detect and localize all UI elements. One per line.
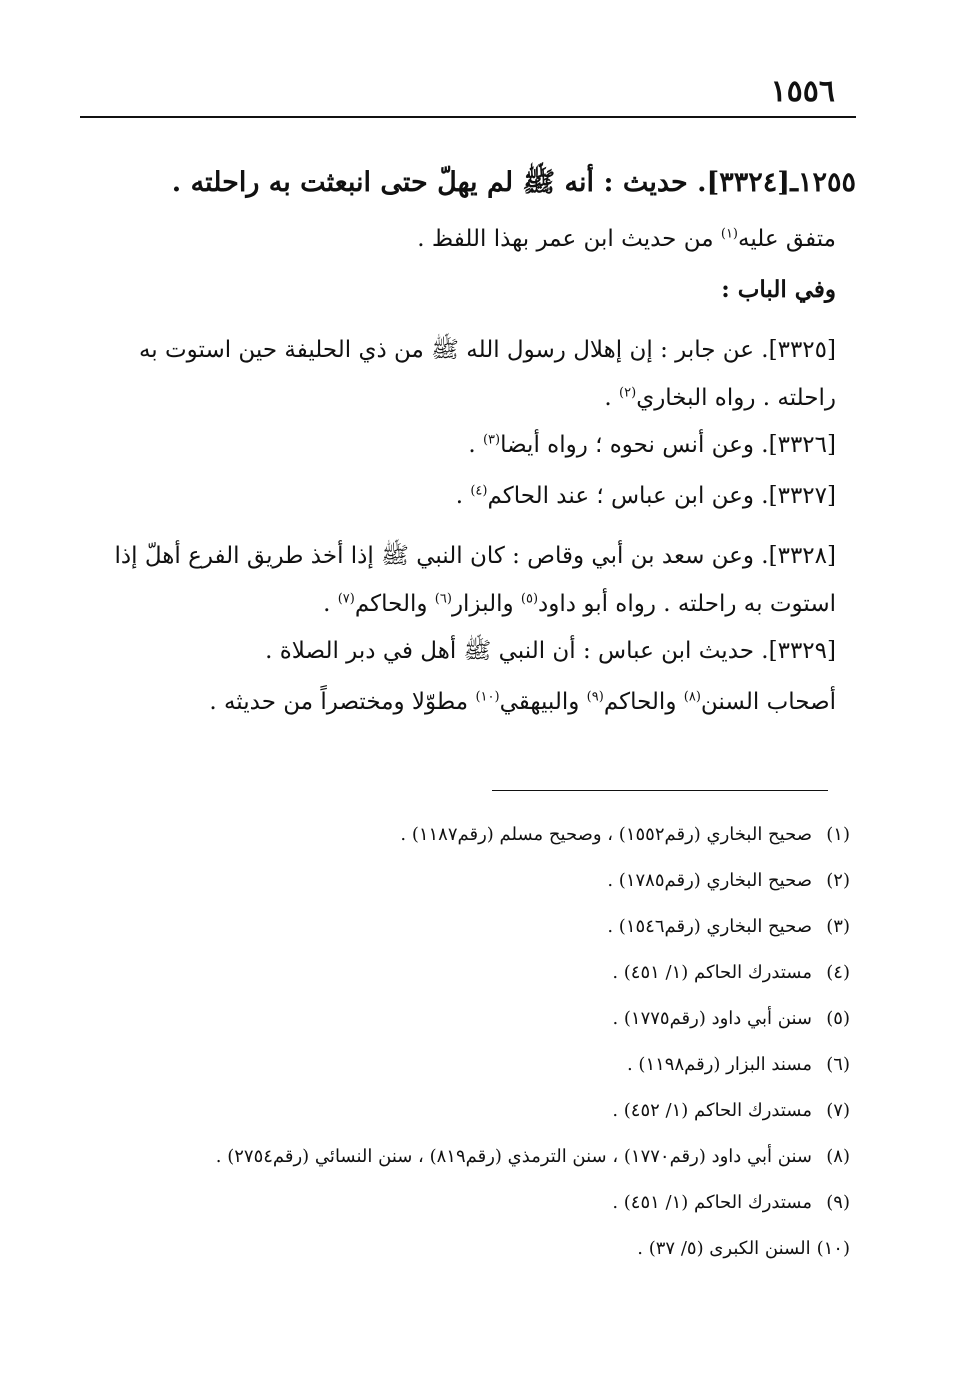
footnote-text: صحيح البخاري (رقم١٧٨٥) . (607, 870, 812, 891)
footnote-6 (80, 1052, 856, 1078)
main-text (80, 168, 856, 738)
footnote-ref-5[interactable]: (٥) (520, 591, 539, 607)
hadith-3328 (80, 532, 856, 628)
footnote-ref-4[interactable]: (٤) (470, 483, 488, 499)
page-number: ١٥٥٦ (770, 74, 835, 109)
footnote-text: مستدرك الحاكم (١/ ٤٥١) . (612, 1192, 812, 1213)
hadith-3326 (80, 430, 856, 460)
footnote-ref-2[interactable]: (٢) (619, 385, 637, 401)
hadith-3327-text: [٣٣٢٧]. وعن ابن عباس ؛ عند الحاكم (487, 483, 836, 509)
footnote-2 (80, 868, 856, 894)
footnote-number: (٨) (826, 1146, 850, 1167)
takhrij-text-a: متفق عليه (738, 226, 836, 252)
footnote-text: سنن أبي داود (رقم١٧٧٥) . (612, 1008, 812, 1029)
footnote-ref-8[interactable]: (٨) (683, 689, 701, 705)
hadith-3325-end: . (604, 385, 620, 411)
section-label: وفي الباب : (721, 276, 836, 303)
footnote-10 (80, 1236, 856, 1262)
footnote-5 (80, 1006, 856, 1032)
takhrij-text-b: من حديث ابن عمر بهذا اللفظ . (417, 226, 721, 252)
hadith-3328-end: . (323, 591, 338, 617)
footnote-ref-6[interactable]: (٦) (434, 591, 452, 607)
hadith-3325-text: [٣٣٢٥]. عن جابر : إن إهلال رسول الله ﷺ من ذي الحليفة حين استوت به راحلته . رواه البخاري (138, 337, 836, 411)
footnote-number: (١٠) (816, 1238, 850, 1259)
takhrij-line (80, 224, 856, 254)
hadith-3329-takhrij (80, 687, 856, 717)
footnote-number: (٢) (826, 870, 850, 891)
footnote-3 (80, 914, 856, 940)
hadith-3328-text: [٣٣٢٨]. وعن سعد بن أبي وقاص : كان النبي ﷺ إذا أخذ طريق الفرع أهلّ إذا استوت به راحلته . رواه أبو داود (114, 543, 836, 617)
hadith-3326-text: [٣٣٢٦]. وعن أنس نحوه ؛ رواه أيضا (500, 432, 836, 458)
footnote-number: (٣) (826, 916, 850, 937)
footnote-separator (492, 790, 828, 791)
hadith-3328-hakim: والحاكم (354, 591, 435, 617)
footnote-text: صحيح البخاري (رقم١٥٥٢) ، وصحيح مسلم (رقم١١٨٧) . (400, 824, 812, 845)
footnote-4 (80, 960, 856, 986)
footnote-1 (80, 822, 856, 848)
hakim-text: والحاكم (603, 689, 684, 715)
bayhaqi-text: والبيهقي (499, 689, 587, 715)
hadith-3327-end: . (455, 483, 471, 509)
footnote-text: مستدرك الحاكم (١/ ٤٥١) . (612, 962, 812, 983)
footnote-ref-3[interactable]: (٣) (482, 432, 501, 448)
footnote-text: مسند البزار (رقم١١٩٨) . (626, 1054, 812, 1075)
footnote-number: (١) (826, 824, 850, 845)
hadith-3328-bazzar: والبزار (451, 591, 521, 617)
footnote-number: (٦) (826, 1054, 850, 1075)
footnote-9 (80, 1190, 856, 1216)
footnote-number: (٤) (826, 962, 850, 983)
footnote-number: (٩) (826, 1192, 850, 1213)
footnote-text: السنن الكبرى (٥/ ٣٧) . (637, 1238, 811, 1259)
footnote-ref-10[interactable]: (١٠) (475, 689, 500, 705)
header-rule (80, 116, 856, 118)
hadith-3326-end: . (468, 432, 483, 458)
hadith-heading: ١٢٥٥ـ[٣٣٢٤]. حديث : أنه ﷺ لم يهلّ حتى انبعثت به راحلته . (171, 167, 856, 198)
footnotes (80, 822, 856, 1282)
footnote-7 (80, 1098, 856, 1124)
footnote-text: صحيح البخاري (رقم١٥٤٦) . (607, 916, 812, 937)
hadith-3329: [٣٣٢٩]. حديث ابن عباس : أن النبي ﷺ أهل في دبر الصلاة . (265, 638, 836, 664)
footnote-number: (٥) (826, 1008, 850, 1029)
sunan-authors: أصحاب السنن (700, 689, 836, 715)
footnote-number: (٧) (826, 1100, 850, 1121)
footnote-ref-9[interactable]: (٩) (586, 689, 604, 705)
footnote-ref-7[interactable]: (٧) (337, 591, 355, 607)
hadith-3325 (80, 326, 856, 422)
takhrij-end: مطوّلا ومختصراً من حديثه . (209, 689, 476, 715)
hadith-3327 (80, 481, 856, 511)
footnote-text: مستدرك الحاكم (١/ ٤٥٢) . (612, 1100, 812, 1121)
footnote-text: سنن أبي داود (رقم١٧٧٠) ، سنن الترمذي (رقم٨١٩) ، سنن النسائي (رقم٢٧٥٤) . (215, 1146, 812, 1167)
footnote-ref-1[interactable]: (١) (720, 226, 738, 242)
footnote-8 (80, 1144, 856, 1170)
